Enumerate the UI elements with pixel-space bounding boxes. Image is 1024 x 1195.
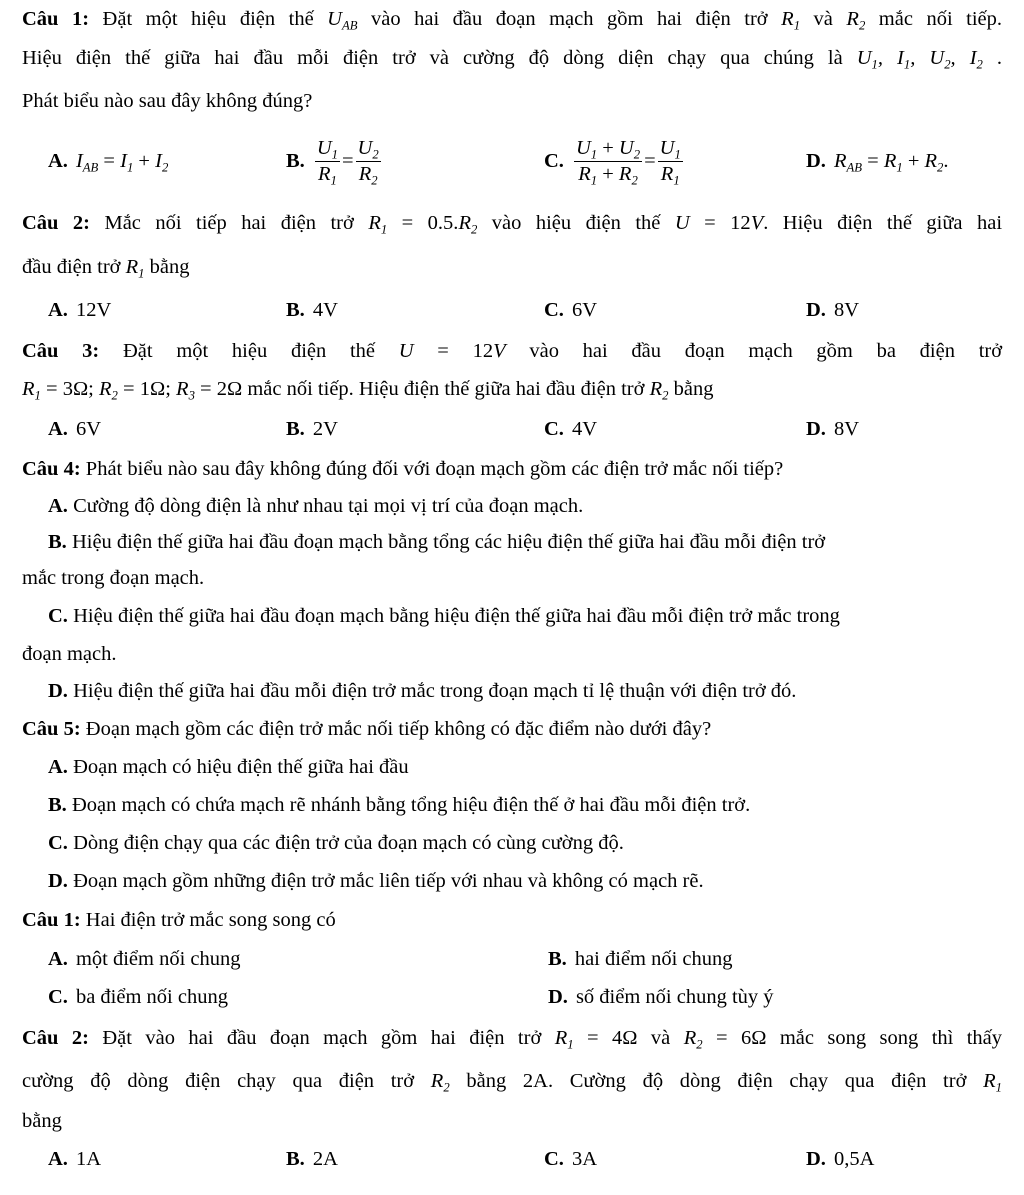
q3-option-a-label: A. — [48, 417, 68, 440]
q6-option-d[interactable] — [548, 986, 774, 1009]
q5-label: Câu 5: — [22, 718, 81, 740]
q6-options-row-1 — [22, 940, 1002, 978]
q4-option-d-label: D. — [48, 680, 68, 702]
q3-option-c[interactable] — [544, 418, 806, 441]
q5-option-a-text: Đoạn mạch có hiệu điện thế giữa hai đầu — [73, 756, 409, 778]
q6-option-c-label: C. — [48, 985, 68, 1008]
q2-line-2: đầu điện trở $R_1$ bằng — [22, 256, 190, 281]
q2-text-e: bằng — [149, 256, 190, 278]
q4-option-c-label: C. — [48, 605, 68, 627]
q2-text-a: Mắc nối tiếp hai điện trở — [104, 212, 354, 234]
q6-option-b-text: hai điểm nối chung — [574, 947, 733, 970]
q5-line-1 — [22, 710, 1002, 748]
q4-line-1 — [22, 450, 1002, 488]
q6-option-c-text: ba điểm nối chung — [75, 985, 228, 1008]
q1-option-d-label: D. — [806, 149, 826, 172]
q7-option-c[interactable] — [544, 1148, 806, 1171]
q1-line-2: Hiệu điện thế giữa hai đầu mỗi điện trở và cường độ dòng diện chạy qua chúng là $U_1$, $I_1$, $U_2$, $I_2$ . — [22, 47, 1003, 72]
q2-option-d[interactable] — [806, 299, 859, 322]
q7-options — [22, 1140, 1002, 1178]
q6-options-row-2 — [22, 978, 1002, 1016]
q1-option-c[interactable]: C. $\frac{U_1 + U_2}{R_1 + R_2}$ = $\frac{U_1}{R_1}$ — [544, 136, 681, 187]
q3-text-c: mắc nối tiếp. Hiệu điện thế giữa hai đầu điện trở — [247, 378, 645, 400]
q6-option-b-label: B. — [548, 947, 567, 970]
q7-option-d-text: 0,5A — [833, 1147, 875, 1170]
q5-option-a-label: A. — [48, 756, 68, 778]
q7-option-a-label: A. — [48, 1147, 68, 1170]
q2-text-b: vào hiệu điện thế — [491, 212, 661, 234]
q3-option-a[interactable] — [48, 418, 286, 441]
q1-option-c-label: C. — [544, 149, 564, 172]
q4-option-b-line-2: mắc trong đoạn mạch. — [22, 567, 205, 589]
q4-option-c[interactable] — [22, 596, 1002, 672]
q6-text: Hai điện trở mắc song song có — [85, 909, 336, 931]
q7-option-b[interactable] — [286, 1148, 544, 1171]
q7-option-c-label: C. — [544, 1147, 564, 1170]
q5-option-c[interactable] — [22, 824, 1002, 862]
q4-text: Phát biểu nào sau đây không đúng đối với đoạn mạch gồm các điện trở mắc nối tiếp? — [85, 458, 784, 480]
q2-line-1: Câu 2: Mắc nối tiếp hai điện trở $R_1 = 0.5.R_2$ vào hiệu điện thế U = 12V. Hiệu điện thế giữa hai — [22, 212, 1003, 237]
q6-option-d-label: D. — [548, 985, 568, 1008]
q7-text-a: Đặt vào hai đầu đoạn mạch gồm hai điện trở — [102, 1027, 542, 1049]
q4-option-b[interactable] — [22, 524, 1002, 596]
q4-option-a[interactable] — [22, 488, 1002, 524]
q7-option-b-text: 2A — [312, 1147, 338, 1170]
q6-option-a-label: A. — [48, 947, 68, 970]
q2-option-b-label: B. — [286, 298, 305, 321]
q3-option-a-text: 6V — [75, 417, 101, 440]
q4-option-c-line-2: đoạn mạch. — [22, 643, 117, 665]
q7-option-c-text: 3A — [571, 1147, 597, 1170]
q1-option-a-label: A. — [48, 149, 68, 172]
q6-option-a[interactable] — [48, 948, 548, 971]
q1-text-e: Hiệu điện thế giữa hai đầu mỗi điện trở và cường độ dòng diện chạy qua chúng là — [22, 47, 843, 69]
q4-option-a-text: Cường độ dòng điện là như nhau tại mọi vị trí của đoạn mạch. — [73, 495, 584, 517]
q1-text-d: mắc nối tiếp. — [878, 8, 1002, 30]
q2-text-c: . Hiệu điện thế giữa hai — [763, 212, 1003, 234]
q3-option-c-label: C. — [544, 417, 564, 440]
q3-option-b[interactable] — [286, 418, 544, 441]
q2-option-c-label: C. — [544, 298, 564, 321]
q3-line-2: $R_1 = 3\Omega$; $R_2 = 1\Omega$; $R_3 = 2\Omega$ mắc nối tiếp. Hiệu điện thế giữa hai đầu điện trở $R_2$ bằng — [22, 378, 714, 403]
q1-line-1: Câu 1: Đặt một hiệu điện thế $U_{AB}$ vào hai đầu đoạn mạch gồm hai điện trở $R_1$ và $R_2$ mắc nối tiếp. — [22, 8, 1002, 33]
q4-option-d[interactable] — [22, 672, 1002, 710]
q2-option-a-text: 12V — [75, 298, 112, 321]
q5-option-d-text: Đoạn mạch gồm những điện trở mắc liên tiếp với nhau và không có mạch rẽ. — [73, 870, 704, 892]
q1-option-a[interactable]: A. $I_{AB}$ = $I_1$ + $I_2$ — [48, 149, 169, 174]
q5-option-b-text: Đoạn mạch có chứa mạch rẽ nhánh bằng tổng hiệu điện thế ở hai đầu mỗi điện trở. — [71, 794, 751, 816]
q7-line-1: Câu 2: Đặt vào hai đầu đoạn mạch gồm hai điện trở $R_1 = 4\Omega$ và $R_2 = 6\Omega$ mắc song song thì thấy — [22, 1027, 1003, 1052]
q7-text-e: bằng 2A. Cường độ dòng điện chạy qua điện trở — [466, 1070, 967, 1092]
question-3 — [22, 332, 1002, 450]
q1-text-c: và — [813, 8, 833, 30]
q6-option-d-text: số điểm nối chung tùy ý — [575, 985, 774, 1008]
q7-text-d: cường độ dòng điện chạy qua điện trở — [22, 1070, 415, 1092]
q1-line-3: Phát biểu nào sau đây không đúng? — [22, 90, 313, 112]
q6-line-1 — [22, 900, 1002, 940]
q4-option-c-line-1 — [22, 596, 1002, 636]
question-5 — [22, 710, 1002, 900]
q2-label: Câu 2: — [22, 212, 90, 234]
q7-option-d-label: D. — [806, 1147, 826, 1170]
q4-option-c-text-1: Hiệu điện thế giữa hai đầu đoạn mạch bằng hiệu điện thế giữa hai đầu mỗi điện trở mắc trong — [73, 605, 840, 627]
q4-label: Câu 4: — [22, 458, 81, 480]
q2-text-d: đầu điện trở — [22, 256, 121, 278]
q3-option-c-text: 4V — [571, 417, 597, 440]
q2-option-d-text: 8V — [833, 298, 859, 321]
q2-option-c-text: 6V — [571, 298, 597, 321]
q3-option-d[interactable] — [806, 418, 859, 441]
q1-option-b[interactable]: B. $\frac{U_1}{R_1}$ = $\frac{U_2}{R_2}$ — [286, 136, 379, 187]
q7-line-2: cường độ dòng điện chạy qua điện trở $R_2$ bằng 2A. Cường độ dòng điện chạy qua điện trở $R_1$ — [22, 1070, 1002, 1095]
q7-line-3: bằng — [22, 1110, 62, 1132]
q3-label: Câu 3: — [22, 340, 100, 362]
q5-text: Đoạn mạch gồm các điện trở mắc nối tiếp không có đặc điểm nào dưới đây? — [85, 718, 712, 740]
q3-option-b-text: 2V — [312, 417, 338, 440]
q3-option-d-text: 8V — [833, 417, 859, 440]
q5-option-a[interactable] — [22, 748, 1002, 786]
q2-option-d-label: D. — [806, 298, 826, 321]
q5-option-b-label: B. — [48, 794, 67, 816]
q2-options — [22, 288, 1002, 332]
q3-text-a: Đặt một hiệu điện thế — [123, 340, 376, 362]
q4-option-d-text: Hiệu điện thế giữa hai đầu mỗi điện trở mắc trong đoạn mạch tỉ lệ thuận với điện trở đó. — [73, 680, 797, 702]
q2-option-c[interactable] — [544, 299, 806, 322]
q3-option-b-label: B. — [286, 417, 305, 440]
question-6 — [22, 900, 1002, 1016]
q7-option-a-text: 1A — [75, 1147, 101, 1170]
q7-option-d[interactable] — [806, 1148, 874, 1171]
q3-text-d: bằng — [673, 378, 714, 400]
q5-option-c-text: Dòng điện chạy qua các điện trở của đoạn mạch có cùng cường độ. — [73, 832, 624, 854]
q7-text-c: mắc song song thì thấy — [779, 1027, 1003, 1049]
q5-option-b[interactable] — [22, 786, 1002, 824]
q1-options — [22, 122, 1002, 200]
q2-option-a-label: A. — [48, 298, 68, 321]
q6-label: Câu 1: — [22, 909, 81, 931]
q1-text-b: vào hai đầu đoạn mạch gồm hai điện trở — [371, 8, 768, 30]
q1-option-d[interactable]: D. $R_{AB}$ = $R_1$ + $R_2$ . — [806, 149, 949, 174]
question-1 — [22, 2, 1002, 200]
q3-line-1: Câu 3: Đặt một hiệu điện thế U = 12V vào hai đầu đoạn mạch gồm ba điện trở — [22, 340, 1003, 362]
q7-option-b-label: B. — [286, 1147, 305, 1170]
q4-option-a-label: A. — [48, 495, 68, 517]
q2-option-b-text: 4V — [312, 298, 338, 321]
q6-option-a-text: một điểm nối chung — [75, 947, 241, 970]
question-4 — [22, 450, 1002, 710]
q7-text-b: và — [650, 1027, 671, 1049]
q1-text-a: Đặt một hiệu điện thế — [102, 8, 314, 30]
q1-option-b-label: B. — [286, 149, 305, 172]
q2-option-a[interactable] — [48, 299, 286, 322]
q2-option-b[interactable] — [286, 299, 544, 322]
q1-label: Câu 1: — [22, 8, 90, 30]
q3-text-b: vào hai đầu đoạn mạch gồm ba điện trở — [529, 340, 1003, 362]
q7-label: Câu 2: — [22, 1027, 89, 1049]
question-2 — [22, 200, 1002, 332]
q5-option-c-label: C. — [48, 832, 68, 854]
q3-options — [22, 408, 1002, 450]
q4-option-b-text-1: Hiệu điện thế giữa hai đầu đoạn mạch bằng tổng các hiệu điện thế giữa hai đầu mỗi điện trở — [71, 531, 826, 553]
question-7 — [22, 1016, 1002, 1178]
q5-option-d[interactable] — [22, 862, 1002, 900]
q5-option-d-label: D. — [48, 870, 68, 892]
q4-option-b-label: B. — [48, 531, 67, 553]
q3-option-d-label: D. — [806, 417, 826, 440]
q7-option-a[interactable] — [48, 1148, 286, 1171]
q6-option-c[interactable] — [48, 986, 548, 1009]
q4-option-b-line-1 — [22, 524, 1002, 560]
q6-option-b[interactable] — [548, 948, 733, 971]
